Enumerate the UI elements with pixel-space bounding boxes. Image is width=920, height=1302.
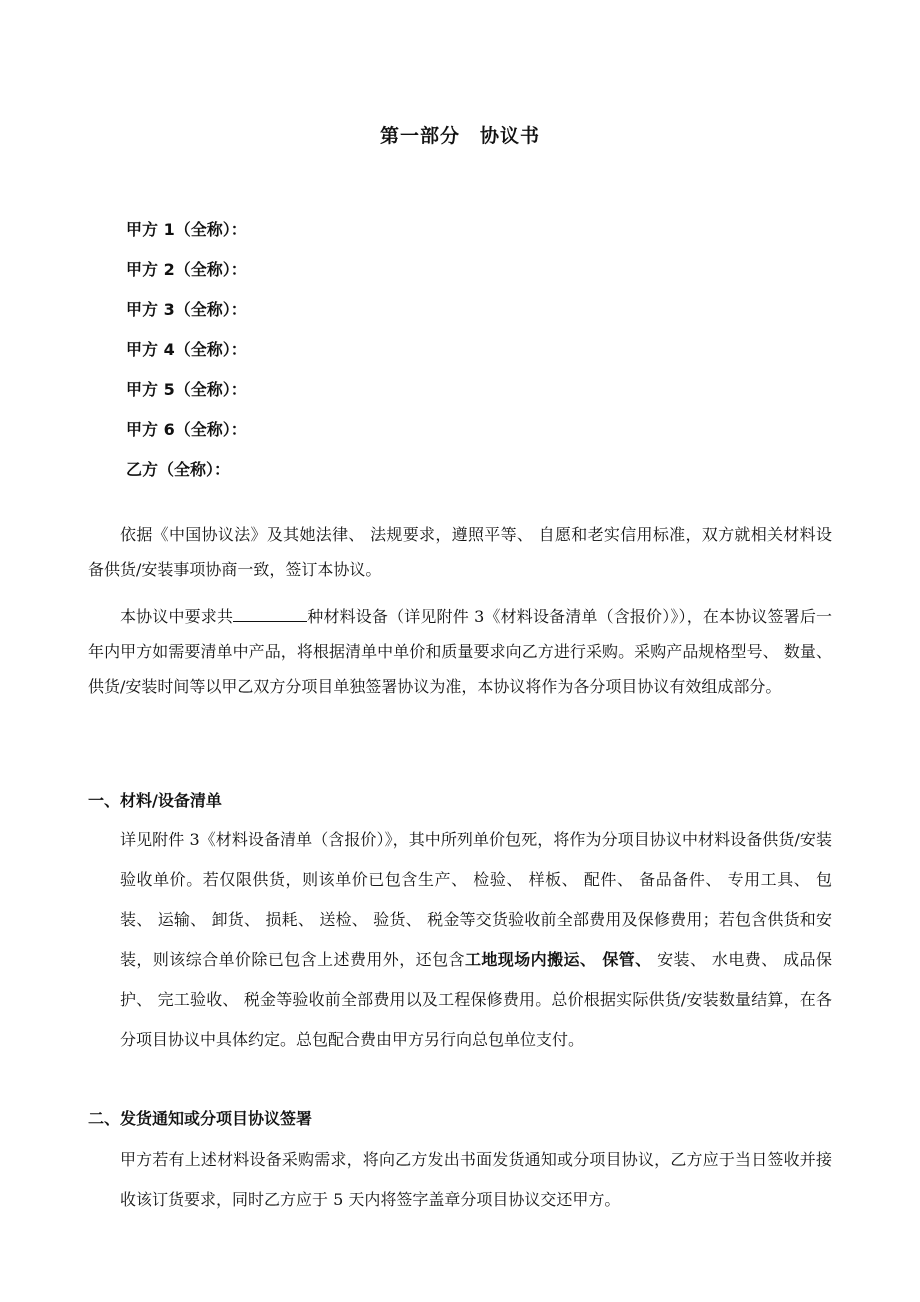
section-1-heading: 一、材料/设备清单 [88, 791, 222, 810]
section-1-text-part2: 安装、 水电费、 成品保护、 完工验收、 税金等验收前全部费用以及工程保修费用。总价根据实际供货/安装数量结算，在各分项目协议中具体约定。总包配合费由甲方另行向总包单位支付。 [120, 950, 832, 1049]
party-a2-label: 甲方 2（全称）： [126, 260, 247, 279]
document-title: 第一部分 协议书 [379, 125, 540, 147]
equipment-count-blank [233, 601, 307, 622]
section-1-bold-text: 工地现场内搬运、 保管、 [464, 950, 652, 969]
party-a5-label: 甲方 5（全称）： [126, 380, 247, 399]
section-2-body [120, 1140, 832, 1220]
party-b-label: 乙方（全称）： [126, 460, 231, 479]
section-1-body [120, 820, 832, 1060]
party-a3-label: 甲方 3（全称）： [126, 300, 247, 319]
intro-text: 依据《中国协议法》及其她法律、 法规要求，遵照平等、 自愿和老实信用标准，双方就相关材料设备供货/安装事项协商一致，签订本协议。 [88, 525, 832, 579]
scope-text-before: 本协议中要求共 [120, 607, 234, 626]
section-2-heading: 二、发货通知或分项目协议签署 [88, 1109, 313, 1128]
party-a4-label: 甲方 4（全称）： [126, 340, 247, 359]
party-a1-label: 甲方 1（全称）： [126, 220, 247, 239]
intro-paragraph [88, 517, 832, 587]
scope-text-after: 种材料设备（详见附件 3《材料设备清单（含报价）》），在本协议签署后一年内甲方如需要清单中产品，将根据清单中单价和质量要求向乙方进行采购。采购产品规格型号、 数量、 供货/安装时间等以甲乙双方分项目单独签署协议为准，本协议将作为各分项目协议有效组成部分。 [88, 607, 832, 696]
scope-paragraph [88, 599, 832, 704]
party-a6-label: 甲方 6（全称）： [126, 420, 247, 439]
section-2-text: 甲方若有上述材料设备采购需求，将向乙方发出书面发货通知或分项目协议，乙方应于当日签收并接收该订货要求，同时乙方应于 5 天内将签字盖章分项目协议交还甲方。 [120, 1150, 832, 1209]
section-1-text-part1: 详见附件 3《材料设备清单（含报价）》，其中所列单价包死，将作为分项目协议中材料设备供货/安装验收单价。若仅限供货，则该单价已包含生产、 检验、 样板、 配件、 备品备件、 专用工具、 包装、 运输、 卸货、 损耗、 送检、 验货、 税金等交货验收前全部费用及保修费用；若包含供货和安装，则该综合单价除已包含上述费用外，还包含 [120, 830, 832, 969]
